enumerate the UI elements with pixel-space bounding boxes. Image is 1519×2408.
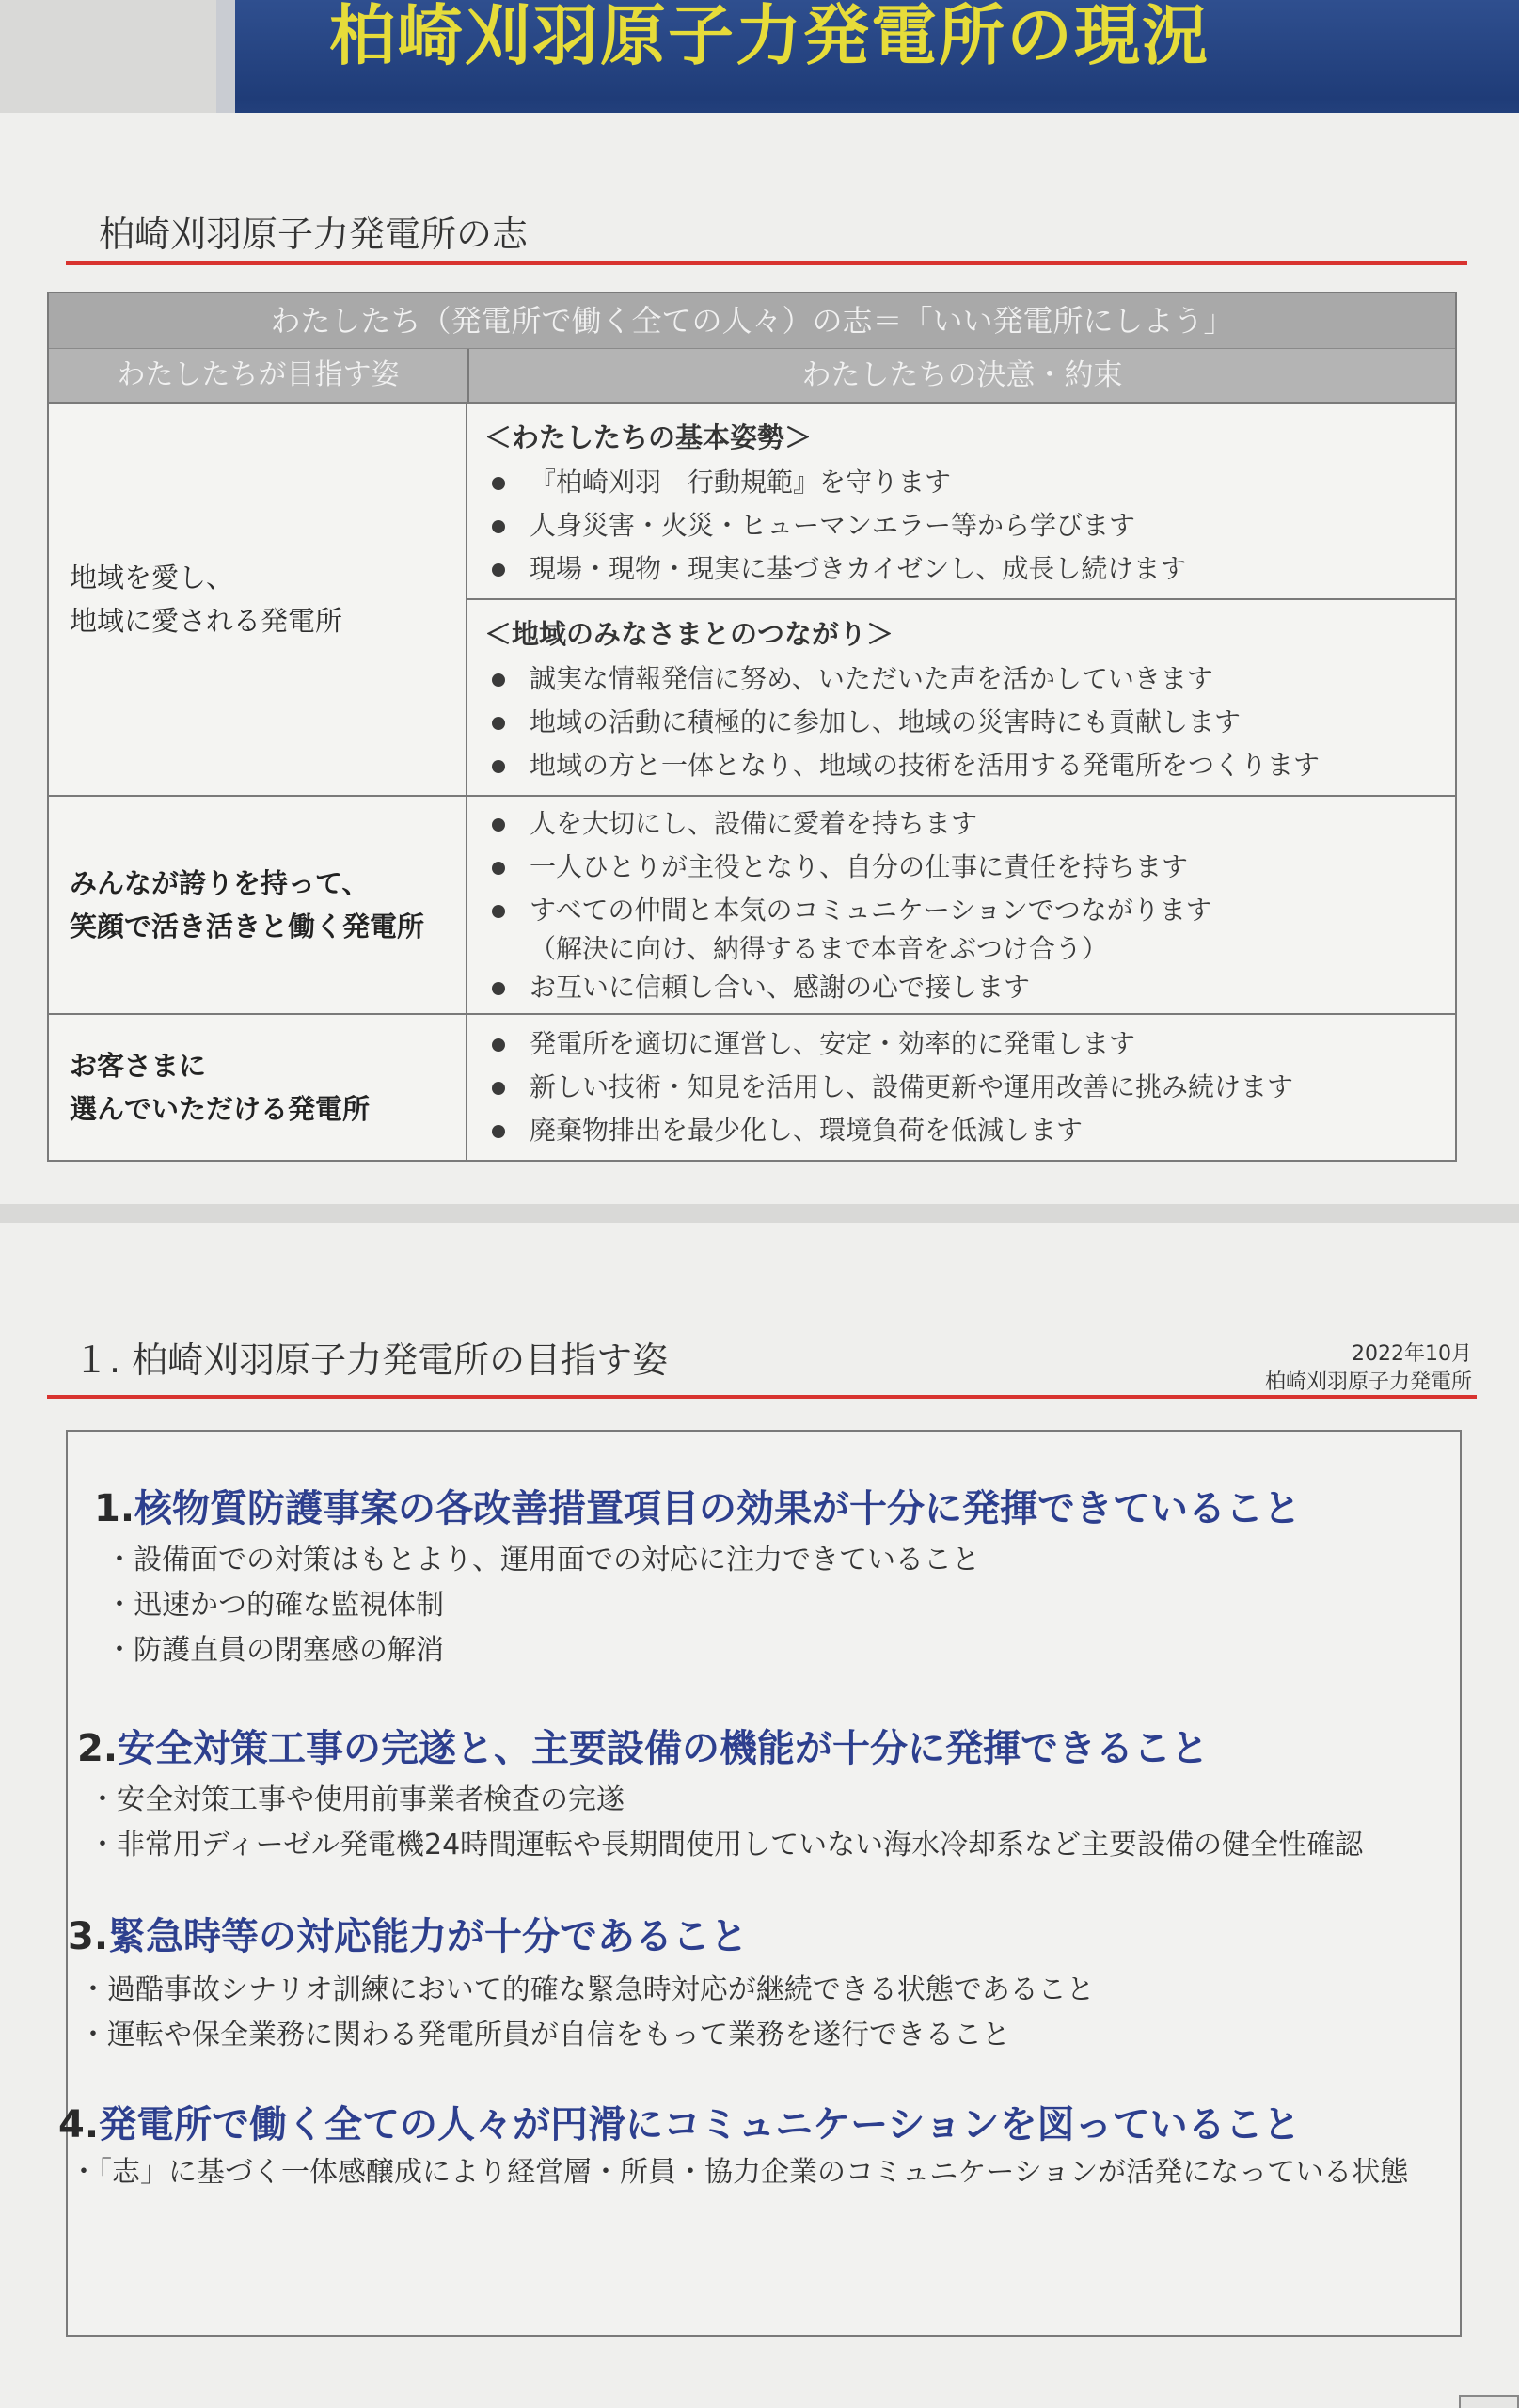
row-goal-line: 地域を愛し、 [70,562,234,594]
bullet-item: 一人ひとりが主役となり、自分の仕事に責任を持ちます [484,846,1438,889]
goal-3 [68,1907,1460,2058]
commitment-group [467,404,1455,598]
goal-item: ・「志」に基づく一体感醸成により経営層・所員・協力企業のコミュニケーションが活発になっている状態 [70,2156,1409,2189]
goal-2 [77,1719,1460,1868]
goal-number: 4. [58,2103,100,2147]
row-goal-line: 笑顔で活き活きと働く発電所 [70,911,425,943]
row-goal-line: 選んでいただける発電所 [70,1093,371,1125]
table-header-top: わたしたち（発電所で働く全ての人々）の志＝「いい発電所にしよう」 [49,293,1455,349]
row-commitments [467,1015,1455,1160]
goal-number: 1. [94,1487,135,1530]
document-date: 2022年10月 [1352,1342,1472,1366]
row-goal-line: みんなが誇りを持って、 [70,867,370,899]
goal-1 [94,1479,1460,1673]
table-header-right: わたしたちの決意・約束 [469,349,1455,402]
table-header-row [49,349,1455,402]
bullet-item: 誠実な情報発信に努め、いただいた声を活かしていきます [484,657,1438,701]
table-header-left: わたしたちが目指す姿 [49,349,469,402]
goals-box [58,1430,1462,2337]
goal-4 [58,2095,1460,2195]
goal-title-text: 発電所で働く全ての人々が円滑にコミュニケーションを図っていること [99,2103,1301,2147]
goal-items [94,1538,1460,1673]
goal-item: ・非常用ディーゼル発電機24時間運転や長期間使用していない海水冷却系など主要設備の健全性確認 [88,1829,1364,1861]
title-underline [47,1395,1477,1399]
row-goal-line: お客さまに [70,1050,207,1082]
bullet-item: 新しい技術・知見を活用し、設備更新や運用改善に挑み続けます [484,1066,1438,1109]
goal-item: ・運転や保全業務に関わる発電所員が自信をもって業務を遂行できること [79,2019,1010,2052]
goal-title [68,1907,1460,1960]
row-goal-label [49,404,467,795]
row-goal-label [49,797,467,1013]
goal-title [58,2095,1460,2148]
section-title-vision: １. 柏崎刈羽原子力発電所の目指す姿 [73,1339,669,1381]
goal-items [68,1968,1460,2058]
goal-number: 3. [68,1915,109,1958]
kokorozashi-table [47,292,1457,1162]
goal-item: ・迅速かつ的確な監視体制 [105,1589,444,1622]
bullet-item: すべての仲間と本気のコミュニケーションでつながります [484,889,1438,932]
bullet-item: 人を大切にし、設備に愛着を持ちます [484,802,1438,846]
bullet-item: 地域の方と一体となり、地域の技術を活用する発電所をつくります [484,744,1438,787]
commitment-group [467,797,1455,1013]
goal-title-text: 核物質防護事案の各改善措置項目の効果が十分に発揮できていること [134,1487,1302,1530]
table-row [49,795,1455,1013]
bullet-item: 廃棄物排出を最少化し、環境負荷を低減します [484,1109,1438,1152]
goal-title [77,1719,1460,1772]
group-heading: ＜わたしたちの基本姿勢＞ [484,421,813,453]
bullet-item: お互いに信頼し合い、感謝の心で接します [484,966,1438,1009]
title-underline [66,261,1467,265]
group-heading: ＜地域のみなさまとのつながり＞ [484,618,894,650]
date-block [1265,1340,1472,1397]
row-commitments [467,797,1455,1013]
goal-title [94,1479,1460,1532]
commitment-group [467,1015,1455,1160]
goal-item: ・設備面での対策はもとより、運用面での対応に注力できていること [105,1544,980,1576]
bullet-note: （解決に向け、納得するまで本音をぶつけ合う） [530,933,1108,964]
bullet-item: 発電所を適切に運営し、安定・効率的に発電します [484,1022,1438,1066]
bullet-item: 『柏崎刈羽 行動規範』を守ります [484,461,1438,504]
goal-title-text: 安全対策工事の完遂と、主要設備の機能が十分に発揮できること [118,1727,1210,1770]
goal-item: ・安全対策工事や使用前事業者検査の完遂 [88,1783,625,1816]
goal-items [58,2150,1460,2195]
goal-number: 2. [77,1727,119,1770]
table-row [49,1013,1455,1160]
goal-items [77,1778,1460,1868]
bullet-item: 人身災害・火災・ヒューマンエラー等から学びます [484,504,1438,547]
commitment-group [467,598,1455,795]
banner-title: 柏崎刈羽原子力発電所の現況 [329,0,1210,74]
row-goal-line: 地域に愛される発電所 [70,605,343,637]
goal-title-text: 緊急時等の対応能力が十分であること [108,1915,749,1958]
page-corner-mark [1459,2395,1519,2408]
page-kokorozashi [0,113,1519,1204]
table-row [49,402,1455,795]
bullet-item: 地域の活動に積極的に参加し、地域の災害時にも貢献します [484,701,1438,744]
row-goal-label [49,1015,467,1160]
row-commitments [467,404,1455,795]
bullet-item: 現場・現物・現実に基づきカイゼンし、成長し続けます [484,547,1438,591]
goal-item: ・過酷事故シナリオ訓練において的確な緊急時対応が継続できる状態であること [79,1973,1095,2006]
page-vision [0,1223,1519,2408]
document-org: 柏崎刈羽原子力発電所 [1264,1370,1472,1394]
section-title-kokorozashi: 柏崎刈羽原子力発電所の志 [99,214,529,255]
goal-item: ・防護直員の閉塞感の解消 [105,1634,444,1667]
